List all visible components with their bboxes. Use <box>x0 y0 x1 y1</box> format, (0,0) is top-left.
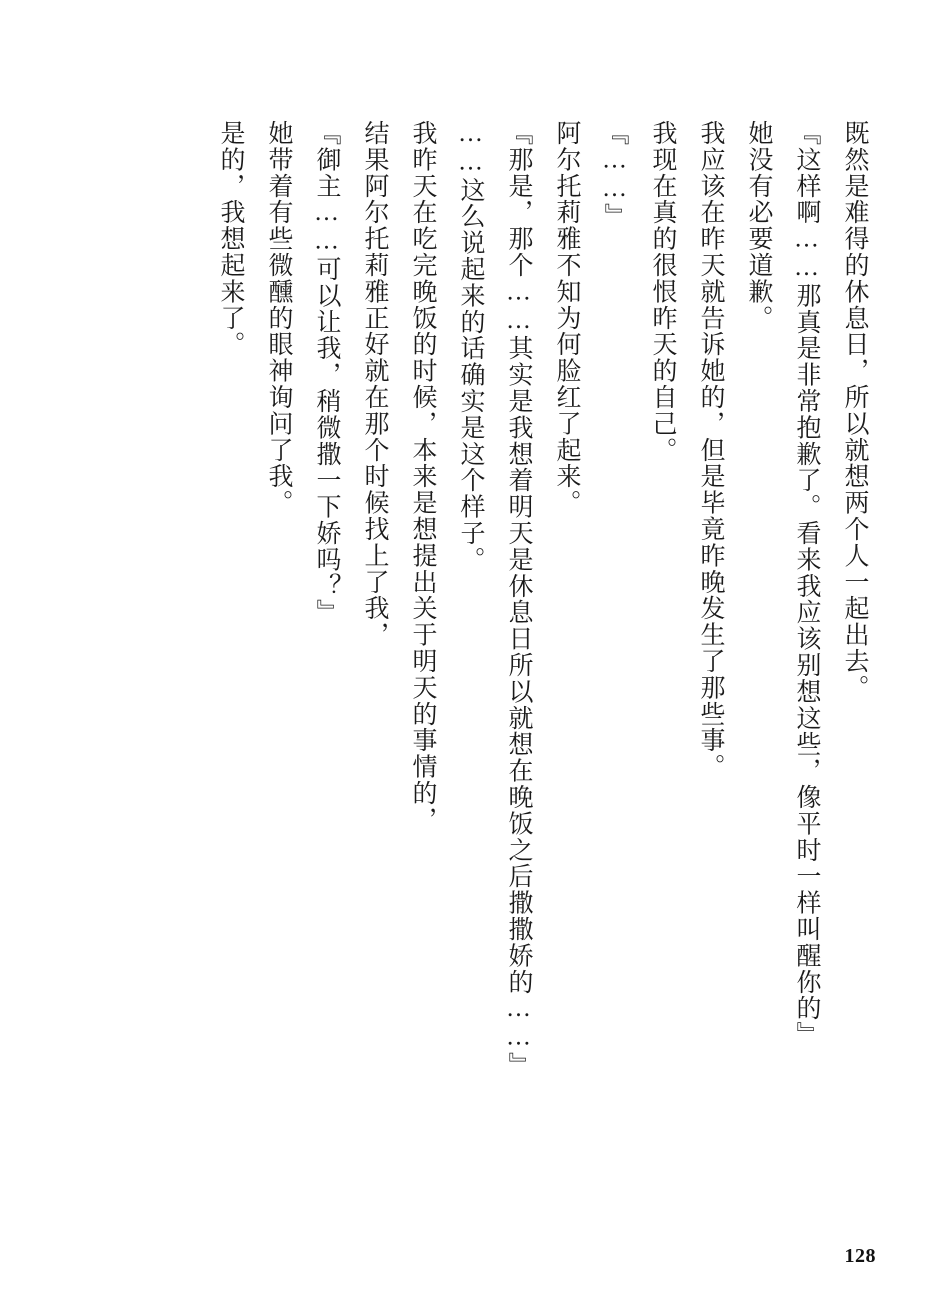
paragraph-line: 『那是，那个……其实是我想着明天是休息日所以就想在晚饭之后撒撒娇的……』 <box>505 120 532 1079</box>
paragraph-line: 『这样啊……那真是非常抱歉了。看来我应该别想这些，像平时一样叫醒你的』 <box>793 120 820 1048</box>
paragraph-line: 我应该在昨天就告诉她的，但是毕竟昨晚发生了那些事。 <box>697 120 724 780</box>
paragraph-line: 她没有必要道歉。 <box>745 120 772 332</box>
paragraph-line: ……这么说起来的话确实是这个样子。 <box>457 120 484 573</box>
paragraph-line: 我现在真的很恨昨天的自己。 <box>649 120 676 464</box>
paragraph-line: 『……』 <box>601 120 628 230</box>
paragraph-line: 是的，我想起来了。 <box>217 120 244 358</box>
page-body-text <box>158 120 878 1200</box>
paragraph-line: 她带着有些微醺的眼神询问了我。 <box>265 120 292 516</box>
paragraph-line: 『御主……可以让我，稍微撒一下娇吗？』 <box>313 120 340 626</box>
paragraph-line: 既然是难得的休息日，所以就想两个人一起出去。 <box>841 120 868 701</box>
paragraph-line: 结果阿尔托莉雅正好就在那个时候找上了我， <box>361 120 388 648</box>
page-number: 128 <box>844 1245 876 1267</box>
paragraph-line: 我昨天在吃完晚饭的时候，本来是想提出关于明天的事情的， <box>409 120 436 833</box>
paragraph-line: 阿尔托莉雅不知为何脸红了起来。 <box>553 120 580 516</box>
